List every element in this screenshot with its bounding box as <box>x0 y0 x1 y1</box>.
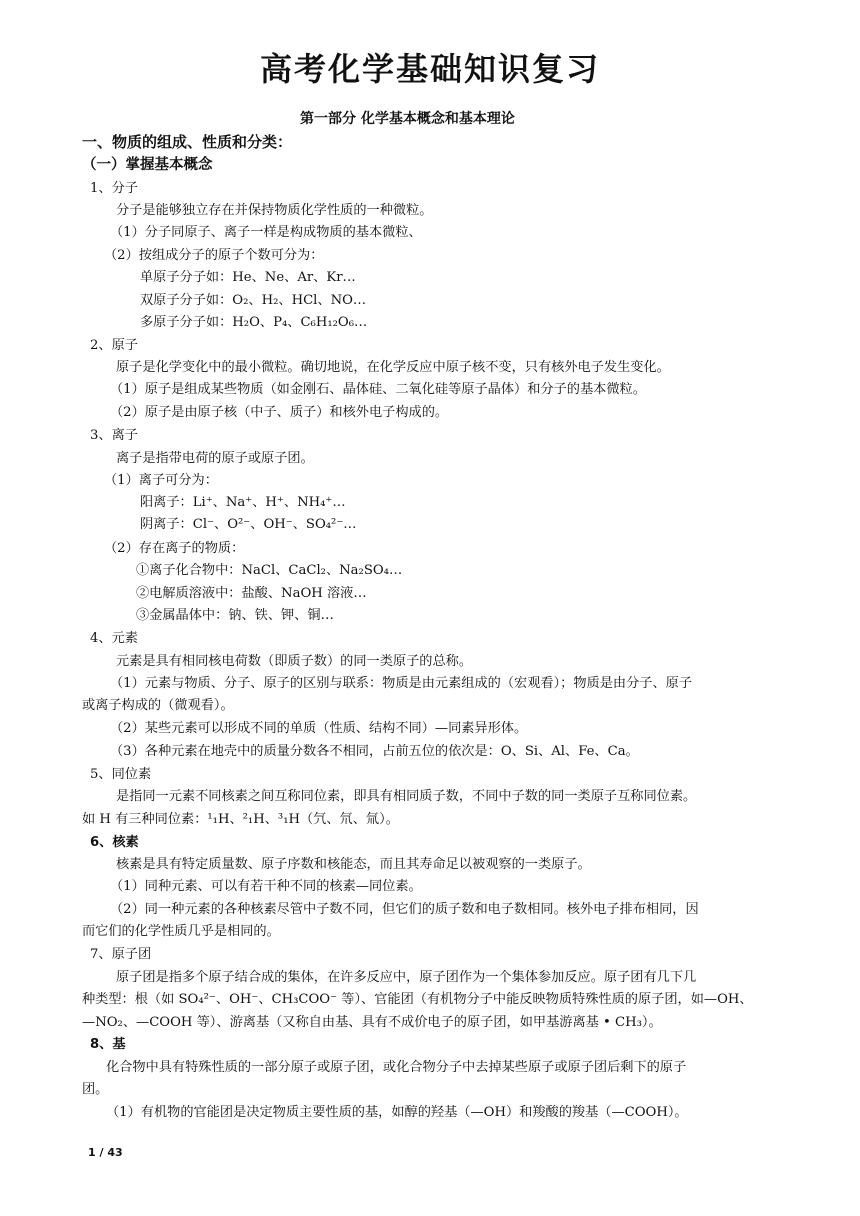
paragraph: （2）原子是由原子核（中子、质子）和核外电子构成的。 <box>110 405 449 420</box>
paragraph: 或离子构成的（微观看）。 <box>82 698 234 713</box>
paragraph: 是指同一元素不同核素之间互称同位素，即具有相同质子数，不同中子数的同一类原子互称同位素。 <box>116 789 697 804</box>
part-heading: 第一部分 化学基本概念和基本理论 <box>300 111 515 127</box>
list-item: ①离子化合物中：NaCl、CaCl₂、Na₂SO₄… <box>136 563 403 578</box>
paragraph: 元素是具有相同核电荷数（即质子数）的同一类原子的总称。 <box>116 654 473 669</box>
paragraph: 原子是化学变化中的最小微粒。确切地说，在化学反应中原子核不变，只有核外电子发生变化。 <box>116 360 670 375</box>
list-item: 阳离子：Li⁺、Na⁺、H⁺、NH₄⁺… <box>140 495 346 510</box>
paragraph: 种类型：根（如 SO₄²⁻、OH⁻、CH₃COO⁻ 等）、官能团（有机物分子中能反映物质特殊性质的原子团，如—OH、 <box>82 992 753 1007</box>
list-item: 阴离子：Cl⁻、O²⁻、OH⁻、SO₄²⁻… <box>140 517 357 532</box>
list-item: ③金属晶体中：钠、铁、钾、铜… <box>136 608 334 623</box>
page-number: 1 / 43 <box>88 1146 123 1159</box>
section-heading: 一、物质的组成、性质和分类： <box>82 133 293 151</box>
paragraph: （1）有机物的官能团是决定物质主要性质的基，如醇的羟基（—OH）和羧酸的羧基（—COOH）。 <box>106 1105 688 1120</box>
paragraph: 核素是具有特定质量数、原子序数和核能态，而且其寿命足以被观察的一类原子。 <box>116 857 591 872</box>
paragraph: 原子团是指多个原子结合成的集体，在许多反应中，原子团作为一个集体参加反应。原子团有几下几 <box>116 970 697 985</box>
paragraph: 离子是指带电荷的原子或原子团。 <box>116 451 314 466</box>
paragraph: （2）同一种元素的各种核素尽管中子数不同，但它们的质子数和电子数相同。核外电子排布相同，因 <box>110 902 699 917</box>
paragraph: 而它们的化学性质几乎是相同的。 <box>82 924 280 939</box>
item-heading: 6、核素 <box>90 835 139 850</box>
item-heading: 8、基 <box>90 1037 126 1052</box>
paragraph: （2）按组成分子的原子个数可分为： <box>104 248 324 263</box>
item-heading: 4、元素 <box>90 631 138 646</box>
list-item: ②电解质溶液中：盐酸、NaOH 溶液… <box>136 586 367 601</box>
subsection-heading: （一）掌握基本概念 <box>82 157 213 173</box>
paragraph: 分子是能够独立存在并保持物质化学性质的一种微粒。 <box>116 203 433 218</box>
paragraph: （1）离子可分为： <box>104 473 218 488</box>
paragraph: （3）各种元素在地壳中的质量分数各不相同，占前五位的依次是：O、Si、Al、Fe、Ca。 <box>110 744 639 759</box>
paragraph: （1）原子是组成某些物质（如金刚石、晶体硅、二氧化硅等原子晶体）和分子的基本微粒。 <box>110 382 646 397</box>
paragraph: （1）同种元素、可以有若干种不同的核素—同位素。 <box>110 879 422 894</box>
paragraph: （2）存在离子的物质： <box>104 541 245 556</box>
document-title: 高考化学基础知识复习 <box>259 50 600 88</box>
paragraph: （1）分子同原子、离子一样是构成物质的基本微粒、 <box>110 225 422 240</box>
list-item: 多原子分子如：H₂O、P₄、C₆H₁₂O₆… <box>140 315 368 330</box>
list-item: 双原子分子如：O₂、H₂、HCl、NO… <box>140 293 367 308</box>
list-item: 单原子分子如：He、Ne、Ar、Kr… <box>140 270 356 285</box>
item-heading: 7、原子团 <box>90 947 152 962</box>
paragraph: 化合物中具有特殊性质的一部分原子或原子团，或化合物分子中去掉某些原子或原子团后剩下的原子 <box>106 1060 687 1075</box>
paragraph: （2）某些元素可以形成不同的单质（性质、结构不同）—同素异形体。 <box>110 721 528 736</box>
paragraph: 团。 <box>82 1082 109 1097</box>
paragraph: 如 H 有三种同位素：¹₁H、²₁H、³₁H（氕、氘、氚）。 <box>82 812 399 827</box>
paragraph: —NO₂、—COOH 等）、游离基（又称自由基、具有不成价电子的原子团，如甲基游离基 • CH₃）。 <box>82 1015 662 1030</box>
item-heading: 5、同位素 <box>90 767 152 782</box>
item-heading: 2、原子 <box>90 338 138 353</box>
item-heading: 3、离子 <box>90 428 138 443</box>
item-heading: 1、分子 <box>90 181 138 196</box>
paragraph: （1）元素与物质、分子、原子的区别与联系：物质是由元素组成的（宏观看）；物质是由分子、原子 <box>110 676 693 691</box>
